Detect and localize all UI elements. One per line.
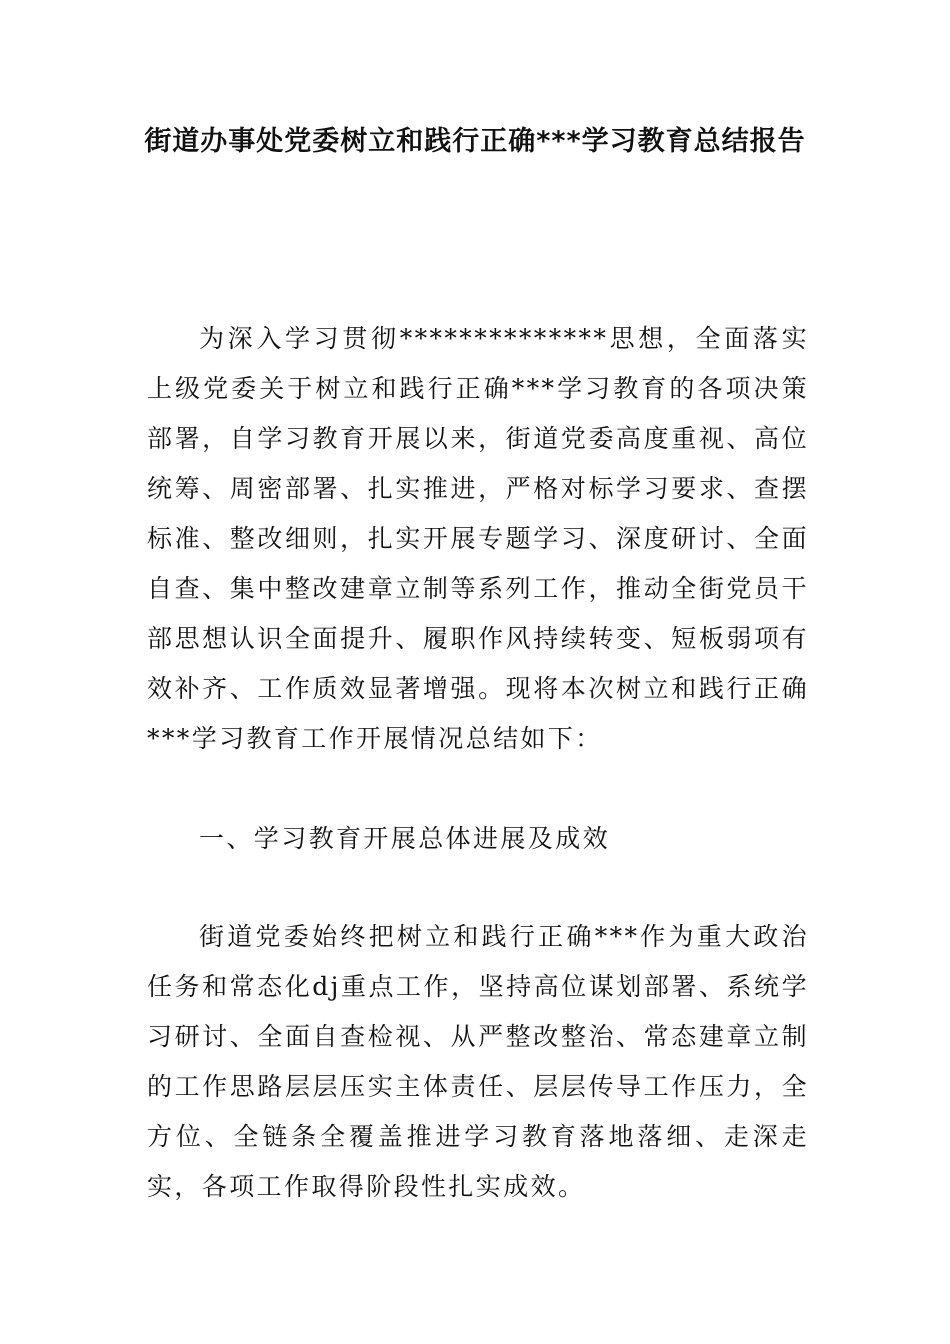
section-heading: 一、学习教育开展总体进展及成效 (199, 824, 611, 853)
intro-paragraph: 为深入学习贯彻**************思想，全面落实上级党委关于树立和践行正确***学习教育的各项决策部署，自学习教育开展以来，街道党委高度重视、高位统筹、周密部署、扎实推进，严格对标学习要求、查摆标准、整改细则，扎实开展专题学习、深度研讨、全面自查、集中整改建章立制等系列工作，推动全街党员干部思想认识全面提升、履职作风持续转变、短板弱项有效补齐、工作质效显著增强。现将本次树立和践行正确***学习教育工作开展情况总结如下： (147, 324, 809, 753)
section-paragraph: 街道党委始终把树立和践行正确***作为重大政治任务和常态化dj重点工作，坚持高位谋划部署、系统学习研讨、全面自查检视、从严整改整治、常态建章立制的工作思路层层压实主体责任、层层传导工作压力，全方位、全链条全覆盖推进学习教育落地落细、走深走实，各项工作取得阶段性扎实成效。 (147, 922, 809, 1201)
document-title: 街道办事处党委树立和践行正确***学习教育总结报告 (144, 126, 806, 157)
